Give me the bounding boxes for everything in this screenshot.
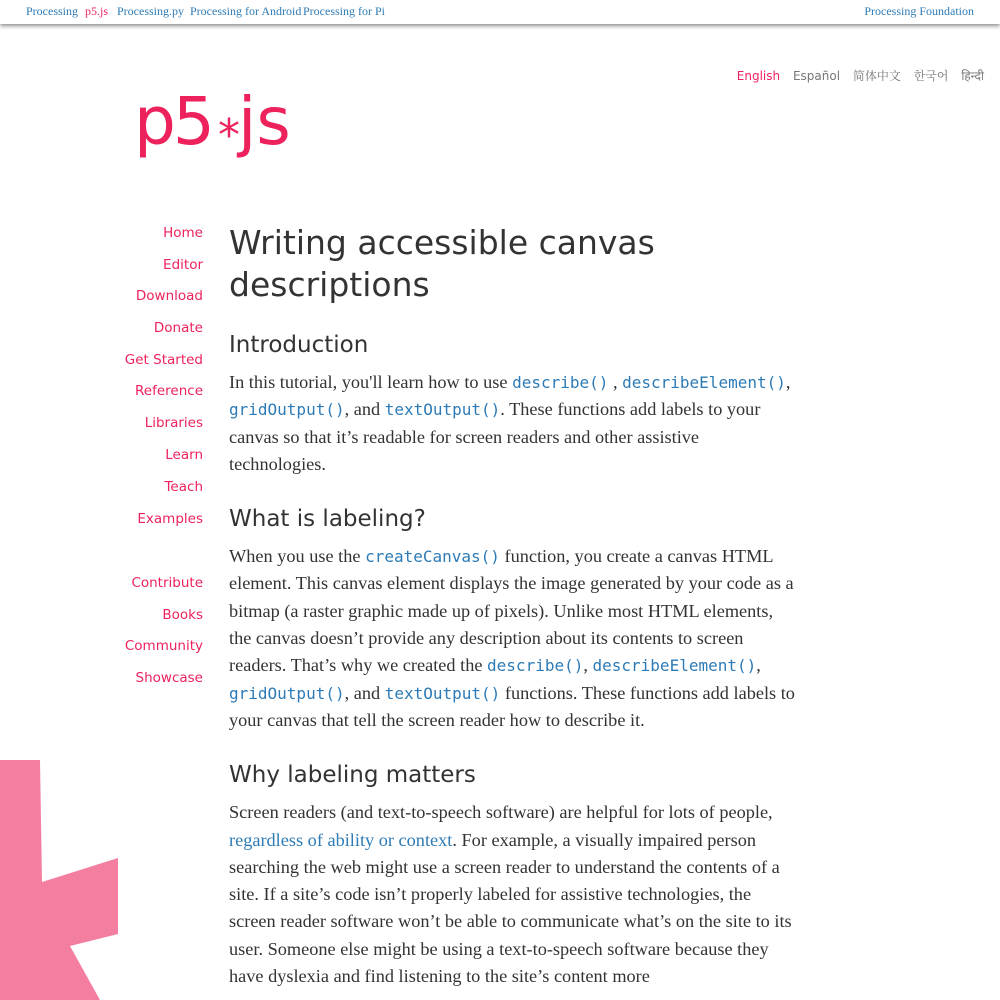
sidebar-item-teach[interactable]: Teach xyxy=(164,479,203,495)
sidebar-item-books[interactable]: Books xyxy=(162,607,203,623)
link-regardless-of-ability[interactable]: regardless of ability or context xyxy=(229,829,453,850)
topbar-link-p5js[interactable]: p5.js xyxy=(85,4,109,18)
top-bar xyxy=(0,0,1000,24)
page-title: Writing accessible canvas descriptions xyxy=(229,223,655,304)
code-describe-link[interactable]: describe() xyxy=(512,373,609,392)
sidebar-item-donate[interactable]: Donate xyxy=(153,320,203,336)
lang-espanol[interactable]: Español xyxy=(792,69,841,83)
p5js-logo-graphic xyxy=(134,88,294,168)
sidebar-item-contribute[interactable]: Contribute xyxy=(131,575,203,591)
sidebar-item-showcase[interactable]: Showcase xyxy=(135,670,203,686)
code-text-output-link[interactable]: textOutput() xyxy=(384,400,501,420)
code-grid-output-link[interactable]: gridOutput() xyxy=(229,400,345,420)
heading-what-is-labeling: What is labeling? xyxy=(229,506,426,533)
sidebar-item-home[interactable]: Home xyxy=(163,225,203,241)
paragraph-why-labeling-matters: Screen readers (and text-to-speech software) are helpful for lots of people, regardless of ability or context. For example, a visually impaired person searching the web might use a screen reader to understand the contents of a site. If a site’s code isn’t properly labeled for assistive technologies, the screen reader software won’t be able to communicate what’s on the site to its user. Someone else might be using a text-to-speech software because they have dyslexia and find listening to the site’s content more xyxy=(229,802,792,987)
asterisk-decoration-icon xyxy=(0,760,130,1000)
sidebar-item-editor[interactable]: Editor xyxy=(163,257,203,273)
lang-korean[interactable]: 한국어 xyxy=(913,69,949,83)
sidebar-item-download[interactable]: Download xyxy=(135,288,203,304)
svg-text:*: * xyxy=(218,110,240,161)
main-content xyxy=(229,222,797,990)
code-grid-output-link[interactable]: gridOutput() xyxy=(229,683,345,703)
sidebar-item-examples[interactable]: Examples xyxy=(137,511,203,527)
language-selector xyxy=(728,67,984,84)
sidebar-item-libraries[interactable]: Libraries xyxy=(144,415,203,431)
lang-english[interactable]: English xyxy=(736,69,781,83)
p5js-logo[interactable] xyxy=(134,88,294,168)
sidebar-item-get-started[interactable]: Get Started xyxy=(124,352,203,368)
heading-why-labeling-matters: Why labeling matters xyxy=(229,762,476,789)
paragraph-what-is-labeling: When you use the createCanvas() function, you create a canvas HTML element. This canvas element displays the image generated by your code as a bitmap (a raster graphic made up of pixels). Unlike most HTML elements, the canvas doesn’t provide any description about its contents to screen readers. That’s why we created the describe(), describeElement(), gridOutput(), and textOutput() functions. These functions add labels to your canvas that tell the screen reader how to describe it. xyxy=(229,546,795,730)
code-text-output-link[interactable]: textOutput() xyxy=(384,683,501,703)
code-describe-element-link[interactable]: describeElement() xyxy=(592,656,757,676)
svg-text:js: js xyxy=(238,88,291,160)
sidebar-item-community[interactable]: Community xyxy=(124,638,203,654)
topbar-link-processing-foundation[interactable]: Processing Foundation xyxy=(864,4,974,18)
code-create-canvas-link[interactable]: createCanvas() xyxy=(365,547,500,567)
code-describe-element-link[interactable]: describeElement() xyxy=(622,373,786,392)
lang-hindi[interactable]: हिन्दी xyxy=(961,69,984,83)
decorative-asterisk-shape xyxy=(0,760,130,1000)
topbar-link-processing-py[interactable]: Processing.py xyxy=(117,4,184,18)
topbar-link-processing[interactable]: Processing xyxy=(26,4,78,18)
topbar-link-processing-android[interactable]: Processing for Android xyxy=(190,4,302,18)
paragraph-introduction: In this tutorial, you'll learn how to use describe() , describeElement(), gridOutput(), and textOutput(). These functions add labels to your canvas so that it’s readable for screen readers and other assistive technologies. xyxy=(229,372,791,474)
lang-chinese[interactable]: 简体中文 xyxy=(852,69,901,83)
heading-introduction: Introduction xyxy=(229,332,369,358)
topbar-link-processing-pi[interactable]: Processing for Pi xyxy=(303,4,385,18)
sidebar-item-reference[interactable]: Reference xyxy=(135,383,203,399)
sidebar-item-learn[interactable]: Learn xyxy=(165,447,203,463)
code-describe-link[interactable]: describe() xyxy=(487,656,584,676)
svg-text:p5: p5 xyxy=(134,88,212,160)
